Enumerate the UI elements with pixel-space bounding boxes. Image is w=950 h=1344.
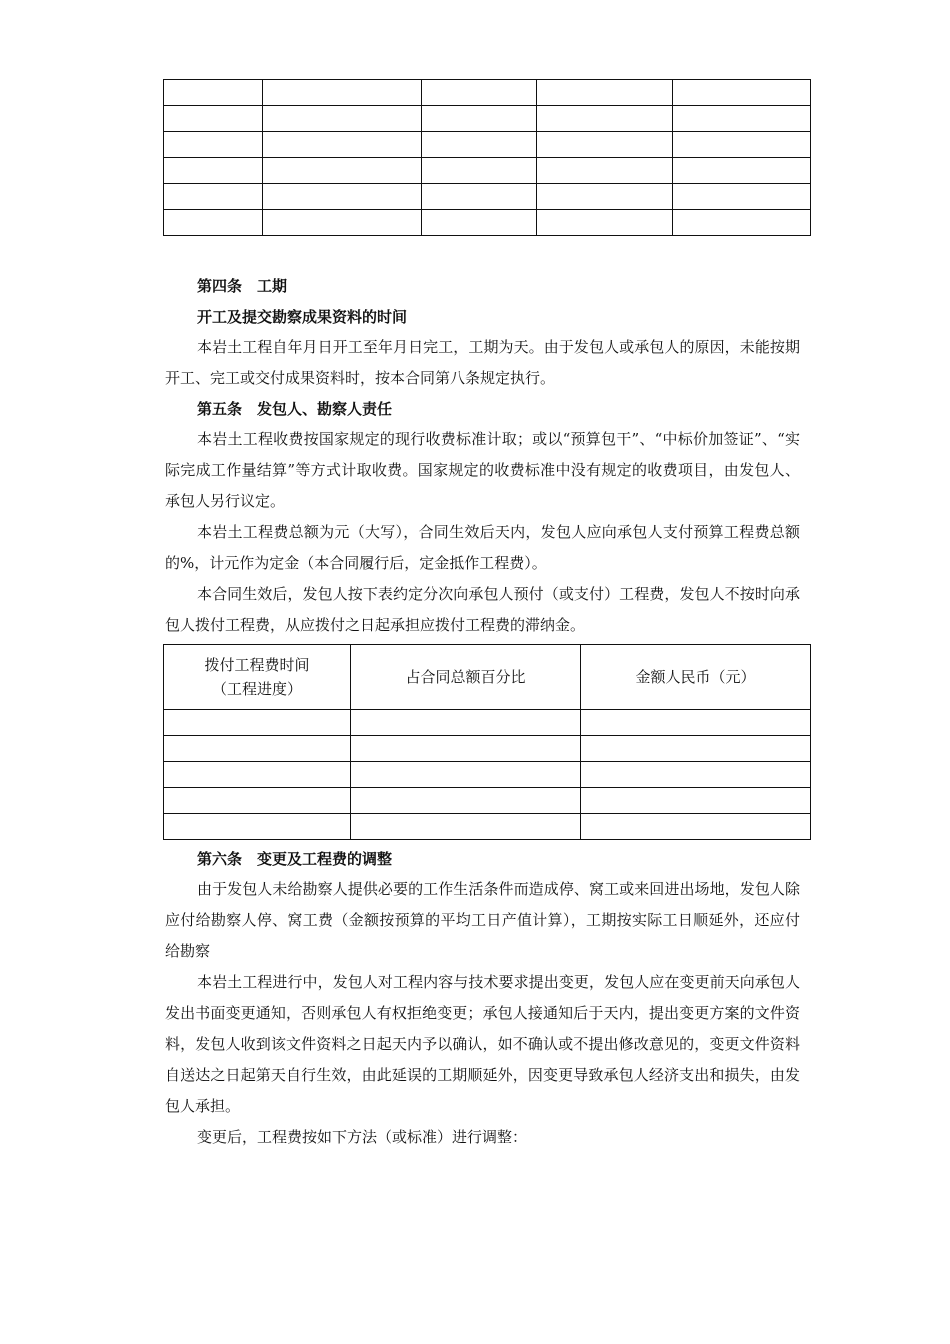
table-cell bbox=[164, 710, 351, 736]
table-cell bbox=[581, 710, 811, 736]
table-row bbox=[164, 788, 811, 814]
header-payment-time: 拨付工程费时间 （工程进度） bbox=[164, 645, 351, 710]
header-amount-rmb: 金额人民币（元） bbox=[581, 645, 811, 710]
table-row bbox=[164, 80, 811, 106]
article-6-paragraph-3: 变更后，工程费按如下方法（或标准）进行调整： bbox=[197, 1128, 528, 1146]
table-cell bbox=[537, 210, 673, 236]
table-cell bbox=[263, 132, 422, 158]
table-cell bbox=[164, 106, 263, 132]
table-cell bbox=[422, 106, 537, 132]
table-cell bbox=[351, 788, 581, 814]
table-header-row bbox=[164, 645, 811, 710]
table-row bbox=[164, 762, 811, 788]
table-cell bbox=[164, 80, 263, 106]
table-row bbox=[164, 814, 811, 840]
article-6-paragraph-1: 由于发包人未给勘察人提供必要的工作生活条件而造成停、窝工或来回进出场地，发包人除应付给勘察人停、窝工费（金额按预算的平均工日产值计算），工期按实际工日顺延外，还应付给勘察 bbox=[165, 880, 800, 960]
payment-schedule-table bbox=[163, 644, 811, 840]
table-cell bbox=[422, 132, 537, 158]
table-cell bbox=[673, 132, 811, 158]
article-5-heading: 第五条 发包人、勘察人责任 bbox=[197, 400, 393, 418]
table-cell bbox=[351, 814, 581, 840]
table-cell bbox=[164, 210, 263, 236]
table-cell bbox=[164, 736, 351, 762]
table-cell bbox=[263, 210, 422, 236]
table-cell bbox=[581, 762, 811, 788]
table-cell bbox=[164, 132, 263, 158]
article-6-paragraph-2: 本岩土工程进行中，发包人对工程内容与技术要求提出变更，发包人应在变更前天向承包人发出书面变更通知，否则承包人有权拒绝变更；承包人接通知后于天内，提出变更方案的文件资料，发包人收到该文件资料之日起天内予以确认，如不确认或不提出修改意见的，变更文件资料自送达之日起第天自行生效，由此延误的工期顺延外，因变更导致承包人经济支出和损失，由发包人承担。 bbox=[165, 973, 800, 1115]
table-row bbox=[164, 184, 811, 210]
table-cell bbox=[263, 106, 422, 132]
table-cell bbox=[673, 184, 811, 210]
table-cell bbox=[164, 158, 263, 184]
table-cell bbox=[673, 106, 811, 132]
table-cell bbox=[351, 736, 581, 762]
table-row bbox=[164, 736, 811, 762]
table-cell bbox=[422, 158, 537, 184]
table-row bbox=[164, 158, 811, 184]
table-cell bbox=[673, 80, 811, 106]
table-cell bbox=[581, 736, 811, 762]
table-cell bbox=[537, 184, 673, 210]
table-cell bbox=[263, 184, 422, 210]
article-4-subheading: 开工及提交勘察成果资料的时间 bbox=[197, 308, 408, 326]
table-row bbox=[164, 106, 811, 132]
table-cell bbox=[422, 184, 537, 210]
table-cell bbox=[351, 762, 581, 788]
table-cell bbox=[164, 788, 351, 814]
table-cell bbox=[581, 814, 811, 840]
header-percentage: 占合同总额百分比 bbox=[351, 645, 581, 710]
top-empty-table bbox=[163, 79, 811, 236]
table-cell bbox=[263, 80, 422, 106]
article-5-paragraph-3: 本合同生效后，发包人按下表约定分次向承包人预付（或支付）工程费，发包人不按时向承包人拨付工程费，从应拨付之日起承担应拨付工程费的滞纳金。 bbox=[165, 585, 800, 634]
table-cell bbox=[422, 80, 537, 106]
table-cell bbox=[422, 210, 537, 236]
table-cell bbox=[537, 106, 673, 132]
table-cell bbox=[537, 158, 673, 184]
table-cell bbox=[351, 710, 581, 736]
table-cell bbox=[164, 184, 263, 210]
table-row bbox=[164, 710, 811, 736]
table-cell bbox=[673, 210, 811, 236]
table-cell bbox=[673, 158, 811, 184]
table-row bbox=[164, 210, 811, 236]
table-cell bbox=[581, 788, 811, 814]
article-6-heading: 第六条 变更及工程费的调整 bbox=[197, 850, 393, 868]
table-row bbox=[164, 132, 811, 158]
article-5-paragraph-2: 本岩土工程费总额为元（大写），合同生效后天内，发包人应向承包人支付预算工程费总额的%，计元作为定金（本合同履行后，定金抵作工程费）。 bbox=[165, 523, 800, 572]
table-cell bbox=[164, 814, 351, 840]
table-cell bbox=[263, 158, 422, 184]
table-cell bbox=[164, 762, 351, 788]
table-cell bbox=[537, 132, 673, 158]
article-4-paragraph-1: 本岩土工程自年月日开工至年月日完工，工期为天。由于发包人或承包人的原因，未能按期开工、完工或交付成果资料时，按本合同第八条规定执行。 bbox=[165, 338, 800, 387]
table-cell bbox=[537, 80, 673, 106]
article-5-paragraph-1: 本岩土工程收费按国家规定的现行收费标准计取；或以“预算包干”、“中标价加签证”、“实际完成工作量结算”等方式计取收费。国家规定的收费标准中没有规定的收费项目，由发包人、承包人另行议定。 bbox=[165, 430, 800, 510]
article-4-heading: 第四条 工期 bbox=[197, 277, 288, 295]
